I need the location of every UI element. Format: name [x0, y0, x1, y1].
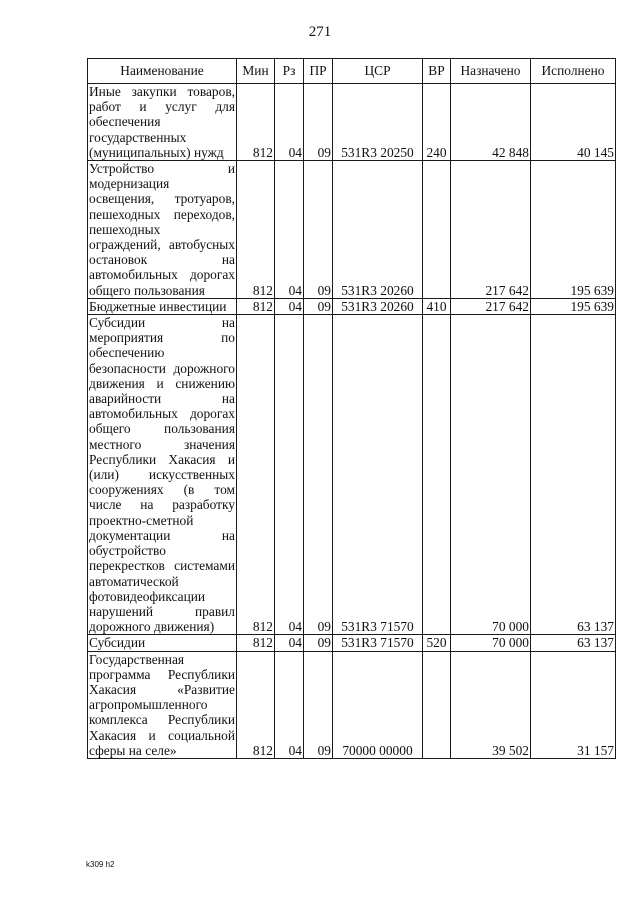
row-vr: 410: [423, 298, 451, 314]
row-name: Субсидии: [88, 635, 237, 651]
row-name: Бюджетные инвестиции: [88, 298, 237, 314]
row-rz: 04: [275, 315, 304, 635]
table-row: [88, 298, 616, 314]
row-pr: 09: [304, 651, 333, 758]
row-vr: 520: [423, 635, 451, 651]
row-vr: [423, 315, 451, 635]
row-executed: 195 639: [531, 161, 616, 299]
table-row: [88, 84, 616, 161]
row-executed: 63 137: [531, 635, 616, 651]
row-vr: [423, 651, 451, 758]
row-pr: 09: [304, 315, 333, 635]
row-csr: 531R3 71570: [333, 635, 423, 651]
row-csr: 531R3 20250: [333, 84, 423, 161]
row-min: 812: [237, 315, 275, 635]
row-assigned: 217 642: [451, 298, 531, 314]
row-vr: [423, 161, 451, 299]
table-row: [88, 161, 616, 299]
header-rz: Рз: [275, 59, 304, 84]
row-pr: 09: [304, 161, 333, 299]
row-assigned: 42 848: [451, 84, 531, 161]
row-csr: 70000 00000: [333, 651, 423, 758]
row-name: Иные закупки товаров, работ и услуг для обеспечения государственных (муниципальных) нужд: [89, 84, 235, 160]
row-pr: 09: [304, 84, 333, 161]
row-assigned: 70 000: [451, 315, 531, 635]
document-code: k309 h2: [86, 860, 115, 869]
row-csr: 531R3 20260: [333, 161, 423, 299]
header-csr: ЦСР: [333, 59, 423, 84]
table-header-row: [88, 59, 616, 84]
row-min: 812: [237, 635, 275, 651]
row-vr: 240: [423, 84, 451, 161]
budget-table: [87, 58, 616, 759]
table-row: [88, 651, 616, 758]
row-pr: 09: [304, 298, 333, 314]
row-rz: 04: [275, 84, 304, 161]
row-csr: 531R3 71570: [333, 315, 423, 635]
row-min: 812: [237, 161, 275, 299]
row-name: Устройство и модернизация освещения, тротуаров, пешеходных переходов, пешеходных ограждений, автобусных остановок на автомобильных дорогах общего пользования: [89, 161, 235, 298]
row-rz: 04: [275, 298, 304, 314]
header-pr: ПР: [304, 59, 333, 84]
row-name: Государственная программа Республики Хакасия «Развитие агропромышленного комплекса Республики Хакасия и социальной сферы на селе»: [89, 651, 235, 758]
row-rz: 04: [275, 161, 304, 299]
header-executed: Исполнено: [531, 59, 616, 84]
row-min: 812: [237, 84, 275, 161]
row-executed: 195 639: [531, 298, 616, 314]
header-name: Наименование: [88, 59, 237, 84]
header-vr: ВР: [423, 59, 451, 84]
table-row: [88, 635, 616, 651]
row-rz: 04: [275, 635, 304, 651]
table-row: [88, 315, 616, 635]
row-csr: 531R3 20260: [333, 298, 423, 314]
row-executed: 40 145: [531, 84, 616, 161]
row-rz: 04: [275, 651, 304, 758]
row-name: Субсидии на мероприятия по обеспечению безопасности дорожного движения и снижению аварийности на автомобильных дорогах общего пользования местного значения Республики Хакасия и (или) искусственных сооружениях (в том числе на разработку проектно-сметной документации на обустройство перекрестков системами автоматической фотовидеофиксации нарушений правил дорожного движения): [89, 315, 235, 635]
row-assigned: 70 000: [451, 635, 531, 651]
row-executed: 63 137: [531, 315, 616, 635]
row-assigned: 217 642: [451, 161, 531, 299]
row-executed: 31 157: [531, 651, 616, 758]
header-min: Мин: [237, 59, 275, 84]
row-assigned: 39 502: [451, 651, 531, 758]
row-pr: 09: [304, 635, 333, 651]
page-number: 271: [308, 24, 332, 40]
row-min: 812: [237, 651, 275, 758]
header-assigned: Назначено: [451, 59, 531, 84]
row-min: 812: [237, 298, 275, 314]
